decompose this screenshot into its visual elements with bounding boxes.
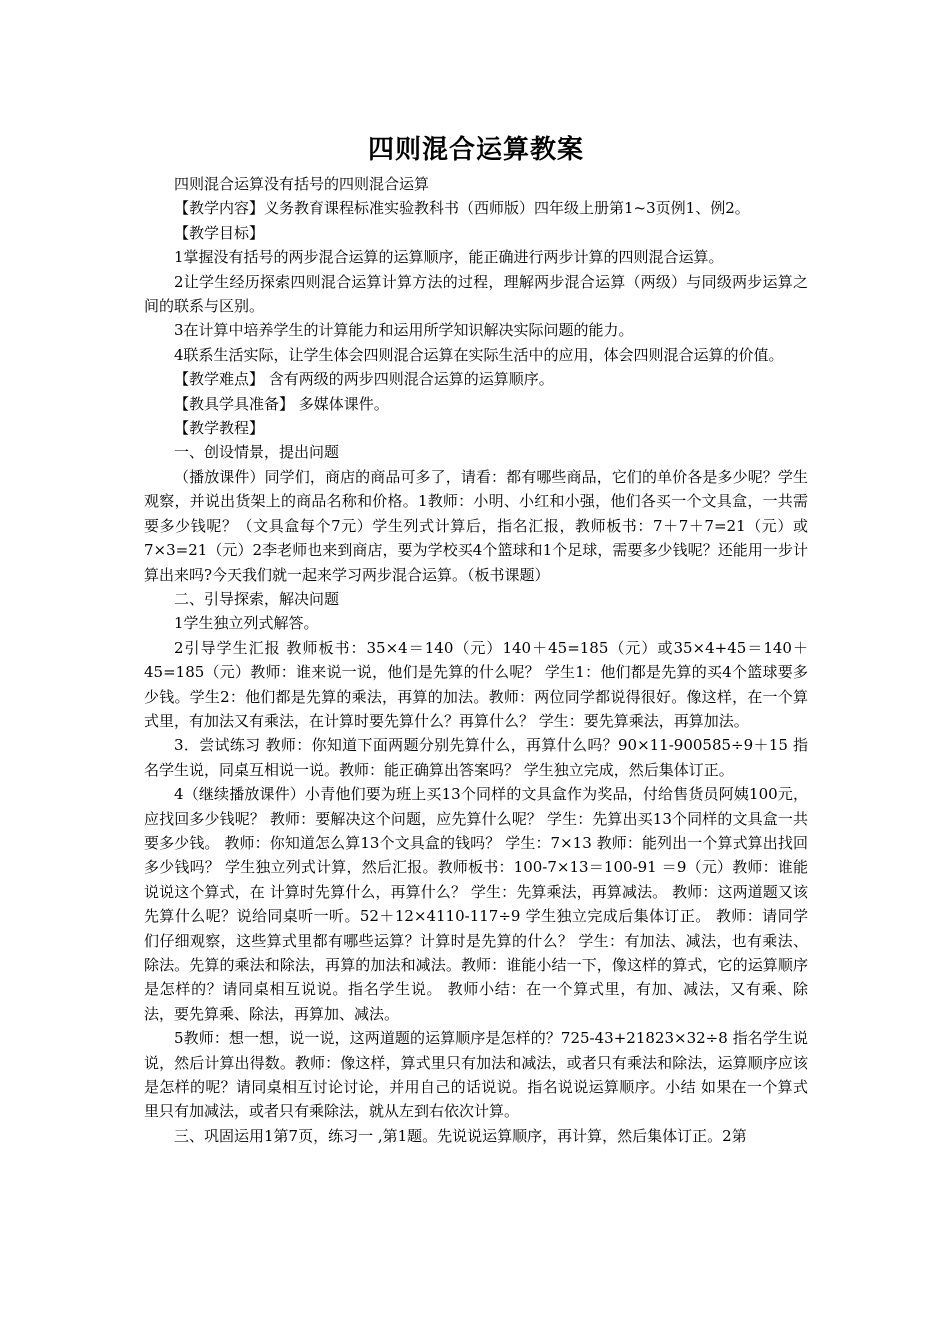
paragraph-step-2: 2引导学生汇报 教师板书：35×4＝140（元）140＋45=185（元）或35×4+45＝140＋45=185（元）教师：谁来说一说，他们是先算的什么呢？ 学生1：他们都是先算的买4个篮球要多少钱。学生2：他们都是先算的乘法，再算的加法。教师：两位同学都说得很好。像这样，在一个算式里，有加法又有乘法，在计算时要先算什么？再算什么？ 学生：要先算乘法，再算加法。 [144, 638, 808, 730]
paragraph-section-2-heading: 二、引导探索，解决问题 [174, 589, 340, 608]
paragraph-materials: 【教具学具准备】 多媒体课件。 [174, 394, 389, 413]
paragraph-goal-3: 3在计算中培养学生的计算能力和运用所学知识解决实际问题的能力。 [174, 321, 634, 340]
paragraph-goal-1: 1掌握没有括号的两步混合运算的运算顺序，能正确进行两步计算的四则混合运算。 [174, 248, 724, 267]
paragraph-difficulty: 【教学难点】 含有两级的两步四则混合运算的运算顺序。 [174, 370, 554, 389]
paragraph-teaching-content: 【教学内容】义务教育课程标准实验教科书（西师版）四年级上册第1~3页例1、例2。 [174, 199, 750, 218]
paragraph-step-3: 3．尝试练习 教师：你知道下面两题分别先算什么，再算什么吗？90×11-900585÷9＋15 指名学生说，同桌互相说一说。教师：能正确算出答案吗？ 学生独立完成，然后集体订正。 [144, 736, 808, 779]
paragraph-section-1-body: （播放课件）同学们，商店的商品可多了，请看：都有哪些商品，它们的单价各是多少呢？学生观察，并说出货架上的商品名称和价格。1教师：小明、小红和小强，他们各买一个文具盒，一共需要多少钱呢？（文具盒每个7元）学生列式计算后，指名汇报，教师板书：7＋7＋7=21（元）或7×3=21（元）2李老师也来到商店，要为学校买4个篮球和1个足球，需要多少钱呢？还能用一步计算出来吗?今天我们就一起来学习两步混合运算。（板书课题） [144, 467, 808, 584]
paragraph-teaching-goals-heading: 【教学目标】 [174, 223, 265, 242]
document-page [144, 128, 808, 1148]
paragraph-goal-4: 4联系生活实际，让学生体会四则混合运算在实际生活中的应用，体会四则混合运算的价值。 [174, 345, 784, 364]
document-title: 四则混合运算教案 [367, 135, 584, 165]
paragraph-process-heading: 【教学教程】 [174, 419, 265, 438]
paragraph-section-3: 三、巩固运用1第7页，练习一 ,第1题。先说说运算顺序，再计算，然后集体订正。2第 [174, 1126, 747, 1145]
paragraph-goal-2: 2让学生经历探索四则混合运算计算方法的过程，理解两步混合运算（两级）与同级两步运算之间的联系与区别。 [144, 272, 808, 316]
paragraph-step-1: 1学生独立列式解答。 [174, 614, 319, 633]
paragraph-subtitle: 四则混合运算没有括号的四则混合运算 [174, 175, 430, 193]
paragraph-section-1-heading: 一、创设情景，提出问题 [174, 443, 340, 462]
paragraph-step-4: 4（继续播放课件）小青他们要为班上买13个同样的文具盒作为奖品，付给售货员阿姨100元，应找回多少钱呢？ 教师：要解决这个问题，应先算什么呢？ 学生：先算出买13个同样的文具盒一共要多少钱。 教师：你知道怎么算13个文具盒的钱吗？ 学生：7×13 教师：能列出一个算式算出找回多少钱吗？ 学生独立列式计算，然后汇报。教师板书：100-7×13＝100-91 ＝9（元）教师：谁能说说这个算式，在 计算时先算什么，再算什么？ 学生：先算乘法，再算减法。 教师：这两道题又该先算什么呢？说给同桌听一听。52＋12×4110-117÷9 学生独立完成后集体订正。 教师：请同学们仔细观察，这些算式里都有哪些运算？计算时是先算的什么？ 学生：有加法、减法，也有乘法、除法。先算的乘法和除法，再算的加法和减法。教师：谁能小结一下，像这样的算式，它的运算顺序是怎样的？请同桌相互说说。指名学生说。 教师小结：在一个算式里，有加、减法，又有乘、除法，要先算乘、除法，再算加、减法。 [144, 785, 808, 1023]
paragraph-step-5: 5教师：想一想，说一说，这两道题的运算顺序是怎样的？725-43+21823×32÷8 指名学生说说，然后计算出得数。教师：像这样，算式里只有加法和减法，或者只有乘法和除法，运算顺序应该是怎样的呢？请同桌相互讨论讨论，并用自己的话说说。指名说说运算顺序。小结 如果在一个算式里只有加减法，或者只有乘除法，就从左到右依次计算。 [144, 1029, 808, 1121]
